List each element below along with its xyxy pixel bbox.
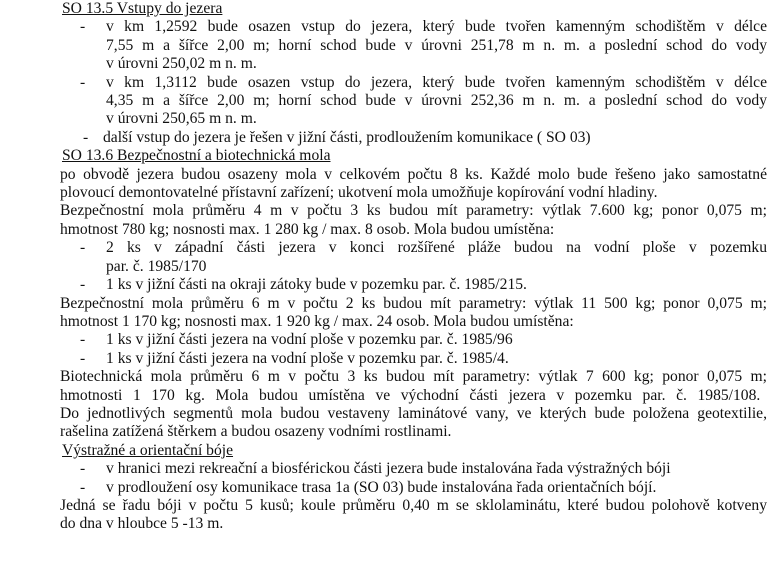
text-line: plovoucí demontovatelné přístavní zařízení; ukotvení mola umožňuje kopírování vodní hladiny. — [60, 184, 658, 202]
text-line: 4,35 m a šířce 2,00 m; horní schod bude v úrovni 252,36 m n. m. a poslední schod do vody — [106, 92, 767, 110]
text-line: v hranici mezi rekreační a biosférickou části jezera bude instalována řada výstražných bóji — [106, 460, 671, 478]
paragraph — [0, 202, 767, 239]
bullet-item — [0, 276, 767, 294]
bullet-dash: - — [80, 478, 86, 496]
bullet-dash: - — [80, 73, 86, 91]
text-line: 2 ks v západní části jezera v konci rozšířené pláže budou na vodní ploše v pozemku — [106, 239, 767, 257]
bullet-dash: - — [80, 349, 86, 367]
text-line: 7,55 m a šířce 2,00 m; horní schod bude v úrovni 251,78 m n. m. a poslední schod do vody — [106, 36, 767, 54]
bullet-item — [0, 331, 767, 349]
bullet-dash: - — [80, 331, 86, 349]
text-line: Bezpečnostní mola průměru 6 m v počtu 2 ks budou mít parametry: výtlak 11 500 kg; ponor 0,075 m; — [60, 294, 767, 312]
text-line: v km 1,3112 bude osazen vstup do jezera, který bude tvořen kamenným schodištěm v délce — [106, 73, 767, 91]
bullet-item — [0, 460, 767, 478]
text-line: 1 ks v jižní části na okraji zátoky bude v pozemku par. č. 1985/215. — [106, 276, 527, 294]
bullet-item — [0, 239, 767, 276]
paragraph — [0, 295, 767, 332]
text-line: v úrovni 250,02 m n. m. — [106, 55, 257, 73]
text-line: do dna v hloubce 5 -13 m. — [60, 515, 224, 533]
text-line: rašelina zatížená štěrkem a budou osazeny vodními rostlinami. — [60, 423, 452, 441]
section-heading: SO 13.6 Bezpečnostní a biotechnická mola — [62, 147, 331, 165]
text-line: další vstup do jezera je řešen v jižní části, prodloužením komunikace ( SO 03) — [103, 128, 591, 146]
bullet-item — [0, 129, 767, 147]
text-line: 1 ks v jižní části jezera na vodní ploše v pozemku par. č. 1985/96 — [106, 331, 513, 349]
paragraph — [0, 368, 767, 442]
text-line: hmotnost 1 170 kg; nosnosti max. 1 920 kg / max. 24 osob. Mola budou umístěna: — [60, 312, 574, 330]
bullet-dash: - — [80, 460, 86, 478]
bullet-dash: - — [80, 239, 86, 257]
text-line: par. č. 1985/170 — [106, 257, 207, 275]
text-line: v úrovni 250,65 m n. m. — [106, 110, 257, 128]
text-line: hmotnost 780 kg; nosnosti max. 1 280 kg / max. 8 osob. Mola budou umístěna: — [60, 220, 555, 238]
paragraph — [0, 497, 767, 534]
text-line: Do jednotlivých segmentů mola budou vestaveny laminátové vany, ve kterých bude položena geotextilie, — [60, 404, 767, 422]
text-line: Biotechnická mola průměru 6 m v počtu 3 ks budou mít parametry: výtlak 7 600 kg; ponor 0,075 m; — [60, 368, 767, 386]
text-line: v prodloužení osy komunikace trasa 1a (SO 03) bude instalována řada orientačních bójí. — [106, 478, 657, 496]
bullet-item — [0, 18, 767, 73]
bullet-dash: - — [83, 128, 89, 146]
bullet-item — [0, 74, 767, 129]
section-heading: SO 13.5 Vstupy do jezera — [62, 0, 223, 17]
text-line: Jedná se řadu bóji v počtu 5 kusů; koule průměru 0,40 m se sklolaminátu, které budou polohově kotveny — [60, 496, 767, 514]
bullet-item — [0, 350, 767, 368]
text-line: po obvodě jezera budou osazeny mola v celkovém počtu 8 ks. Každé molo bude řešeno jako samostatné — [60, 165, 767, 183]
text-line: Bezpečnostní mola průměru 4 m v počtu 3 ks budou mít parametry: výtlak 7.600 kg; ponor 0,075 m; — [60, 202, 767, 220]
text-line: 1 ks v jižní části jezera na vodní ploše v pozemku par. č. 1985/4. — [106, 349, 509, 367]
bullet-dash: - — [80, 18, 86, 36]
bullet-dash: - — [80, 276, 86, 294]
bullet-item — [0, 479, 767, 497]
paragraph — [0, 166, 767, 203]
text-line: v km 1,2592 bude osazen vstup do jezera, který bude tvořen kamenným schodištěm v délce — [106, 18, 767, 36]
text-line: hmotnosti 1 170 kg. Mola budou umístěna ve východní části jezera v pozemku par. č. 1985/108. — [60, 386, 761, 404]
section-heading: Výstražné a orientační bóje — [62, 441, 234, 459]
